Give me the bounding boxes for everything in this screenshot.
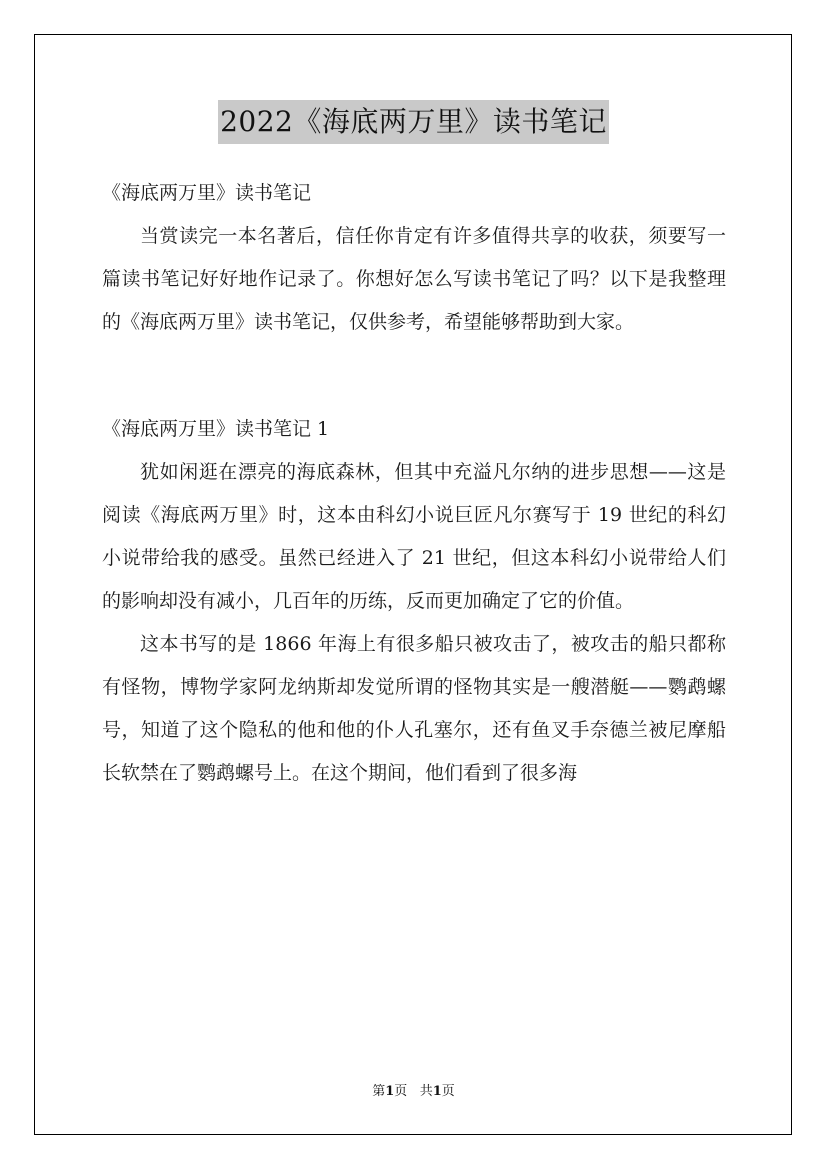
footer-page-current: 1 [385, 1084, 395, 1099]
section1-heading: 《海底两万里》读书笔记 1 [102, 418, 330, 440]
document-title: 2022《海底两万里》读书笔记 [218, 100, 609, 144]
document-body [102, 172, 726, 795]
title-area [0, 100, 827, 144]
section1-paragraph-1: 犹如闲逛在漂亮的海底森林，但其中充溢凡尔纳的进步思想——这是阅读《海底两万里》时，这本由科幻小说巨匠凡尔赛写于 19 世纪的科幻小说带给我的感受。虽然已经进入了 21 世纪，但这本科幻小说带给人们的影响却没有减小，几百年的历练，反而更加确定了它的价值。 [102, 461, 726, 612]
footer-page-total: 1 [432, 1084, 442, 1099]
footer-page-mid: 页 共 [394, 1084, 433, 1099]
intro-heading: 《海底两万里》读书笔记 [102, 182, 312, 204]
intro-paragraph: 当赏读完一本名著后，信任你肯定有许多值得共享的收获，须要写一篇读书笔记好好地作记录了。你想好怎么写读书笔记了吗？以下是我整理的《海底两万里》读书笔记，仅供参考，希望能够帮助到大家。 [102, 225, 726, 333]
footer-page-prefix: 第 [372, 1084, 386, 1099]
section-spacer [102, 344, 726, 408]
page-footer [0, 1082, 827, 1102]
section1-paragraph-2: 这本书写的是 1866 年海上有很多船只被攻击了，被攻击的船只都称有怪物，博物学家阿龙纳斯却发觉所谓的怪物其实是一艘潜艇——鹦鹉螺号，知道了这个隐私的他和他的仆人孔塞尔，还有鱼叉手奈德兰被尼摩船长软禁在了鹦鹉螺号上。在这个期间，他们看到了很多海 [102, 633, 726, 784]
footer-page-suffix: 页 [441, 1084, 455, 1099]
